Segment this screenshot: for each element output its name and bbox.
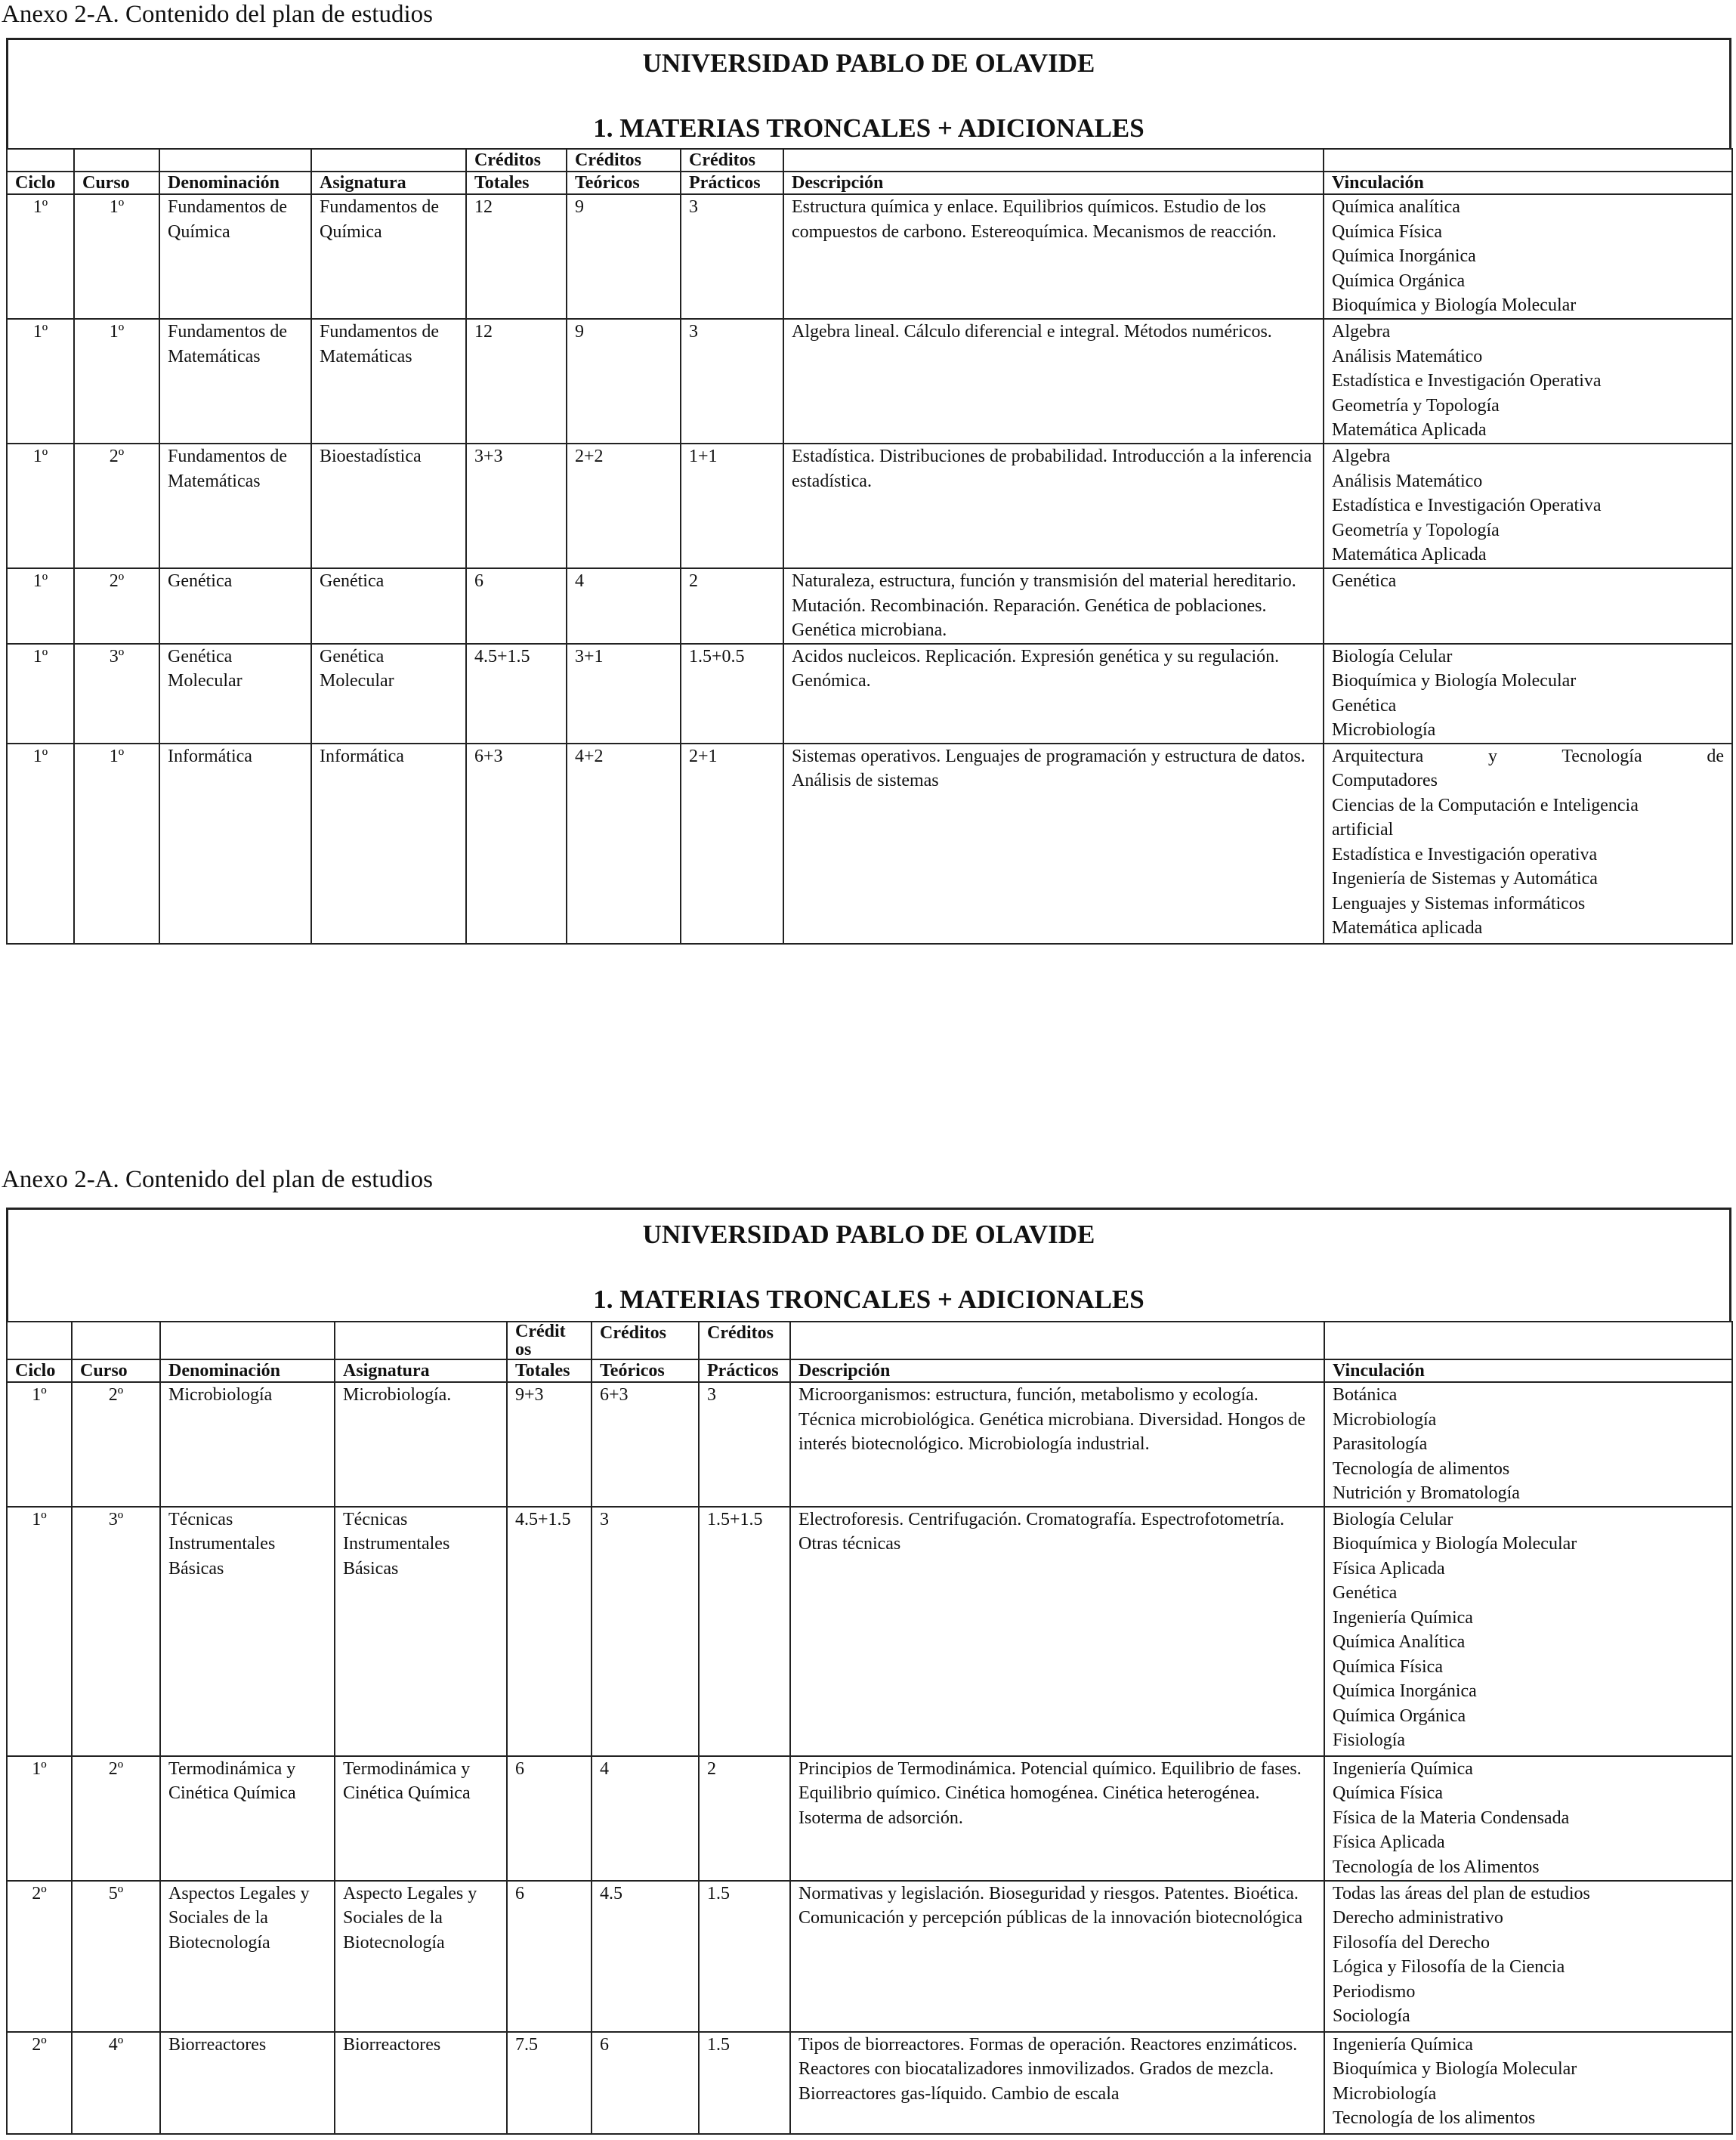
cell-asignatura: Técnicas Instrumentales Básicas bbox=[335, 1507, 507, 1756]
header-top-cell: Créditos bbox=[699, 1322, 790, 1359]
vinculacion-item: Genética bbox=[1333, 1583, 1398, 1603]
cell-practicos: 1.5 bbox=[699, 1881, 790, 2032]
vinculacion-item: Computadores bbox=[1332, 771, 1438, 790]
column-header-denominacion: Denominación bbox=[159, 172, 311, 194]
vinculacion-item: Tecnología de los alimentos bbox=[1333, 2108, 1536, 2128]
vinculacion-item: Ingeniería de Sistemas y Automática bbox=[1332, 869, 1598, 889]
vinculacion-item: Estadística e Investigación Operativa bbox=[1332, 371, 1602, 391]
column-header-ciclo: Ciclo bbox=[7, 1359, 72, 1382]
header-top-cell bbox=[311, 149, 466, 172]
cell-totales: 4.5+1.5 bbox=[466, 644, 567, 744]
vinculacion-item: Tecnología de alimentos bbox=[1333, 1458, 1510, 1479]
vinculacion-item: Química Física bbox=[1333, 1783, 1443, 1803]
vinculacion-item: Algebra bbox=[1332, 447, 1391, 466]
column-header-vinculacion: Vinculación bbox=[1324, 172, 1732, 194]
cell-totales: 4.5+1.5 bbox=[507, 1507, 592, 1756]
vinculacion-item: Nutrición y Bromatología bbox=[1333, 1483, 1520, 1503]
page-caption: Anexo 2-A. Contenido del plan de estudios bbox=[2, 1166, 433, 1193]
cell-totales: 6 bbox=[507, 1756, 592, 1881]
cell-denominacion: Aspectos Legales y Sociales de la Biotecnología bbox=[160, 1881, 335, 2032]
cell-denominacion: Genética Molecular bbox=[159, 644, 311, 744]
vinculacion-item: Física de la Materia Condensada bbox=[1333, 1808, 1570, 1828]
vinculacion-item: Lenguajes y Sistemas informáticos bbox=[1332, 893, 1586, 914]
cell-ciclo: 1º bbox=[7, 194, 74, 319]
cell-totales: 9+3 bbox=[507, 1382, 592, 1507]
cell-denominacion: Biorreactores bbox=[160, 2032, 335, 2134]
vinculacion-item: Periodismo bbox=[1333, 1981, 1416, 2002]
cell-curso: 2º bbox=[74, 444, 159, 568]
cell-denominacion: Microbiología bbox=[160, 1382, 335, 1507]
cell-totales: 6 bbox=[507, 1881, 592, 2032]
vinculacion-item: Matemática aplicada bbox=[1332, 918, 1483, 938]
cell-practicos: 3 bbox=[681, 319, 783, 444]
table-row bbox=[7, 1507, 1732, 1756]
cell-curso: 2º bbox=[72, 1382, 160, 1507]
cell-asignatura: Informática bbox=[311, 744, 466, 944]
header-top-cell bbox=[1324, 149, 1732, 172]
cell-ciclo: 1º bbox=[7, 1382, 72, 1507]
column-header-teoricos: Teóricos bbox=[567, 172, 681, 194]
table-row bbox=[7, 194, 1732, 319]
vinculacion-item: Arquitectura y Tecnología de bbox=[1332, 746, 1724, 766]
cell-denominacion: Informática bbox=[159, 744, 311, 944]
vinculacion-item: Derecho administrativo bbox=[1333, 1908, 1503, 1928]
cell-practicos: 1.5+0.5 bbox=[681, 644, 783, 744]
cell-totales: 7.5 bbox=[507, 2032, 592, 2134]
vinculacion-item: Análisis Matemático bbox=[1332, 471, 1483, 491]
column-header-practicos: Prácticos bbox=[681, 172, 783, 194]
cell-practicos: 1+1 bbox=[681, 444, 783, 568]
cell-asignatura: Termodinámica y Cinética Química bbox=[335, 1756, 507, 1881]
cell-ciclo: 1º bbox=[7, 568, 74, 644]
vinculacion-item: Microbiología bbox=[1333, 1409, 1437, 1430]
curriculum-sheet bbox=[6, 38, 1731, 945]
cell-vinculacion bbox=[1324, 2032, 1732, 2134]
table-row bbox=[7, 1756, 1732, 1881]
cell-teoricos: 4.5 bbox=[592, 1881, 699, 2032]
vinculacion-item: Estadística e Investigación operativa bbox=[1332, 844, 1598, 864]
cell-descripcion: Principios de Termodinámica. Potencial químico. Equilibrio de fases. Equilibrio químico. Cinética homogénea. Cinética heterogénea. Isoterma de adsorción. bbox=[790, 1756, 1324, 1881]
cell-ciclo: 2º bbox=[7, 2032, 72, 2134]
cell-denominacion: Fundamentos de Matemáticas bbox=[159, 319, 311, 444]
university-title: UNIVERSIDAD PABLO DE OLAVIDE bbox=[642, 1220, 1095, 1249]
cell-totales: 12 bbox=[466, 194, 567, 319]
table-row bbox=[7, 319, 1732, 444]
cell-vinculacion bbox=[1324, 444, 1732, 568]
cell-curso: 1º bbox=[74, 194, 159, 319]
column-header-totales: Totales bbox=[466, 172, 567, 194]
vinculacion-item: Biología Celular bbox=[1332, 646, 1453, 666]
vinculacion-item: Estadística e Investigación Operativa bbox=[1332, 496, 1602, 515]
header-row-top bbox=[7, 1322, 1732, 1359]
vinculacion-item: Química Física bbox=[1332, 221, 1442, 242]
section-subtitle: 1. MATERIAS TRONCALES + ADICIONALES bbox=[593, 113, 1144, 143]
header-top-cell bbox=[7, 1322, 72, 1359]
cell-ciclo: 1º bbox=[7, 319, 74, 444]
cell-vinculacion bbox=[1324, 319, 1732, 444]
vinculacion-item: Química Inorgánica bbox=[1332, 246, 1476, 266]
table-row bbox=[7, 644, 1732, 744]
vinculacion-item: Ciencias de la Computación e Inteligencia bbox=[1332, 795, 1639, 815]
vinculacion-item: Botánica bbox=[1333, 1385, 1398, 1405]
cell-vinculacion bbox=[1324, 644, 1732, 744]
cell-ciclo: 1º bbox=[7, 1756, 72, 1881]
cell-practicos: 2 bbox=[681, 568, 783, 644]
cell-vinculacion bbox=[1324, 194, 1732, 319]
header-top-cell bbox=[335, 1322, 507, 1359]
header-top-cell bbox=[783, 149, 1324, 172]
vinculacion-item: Lógica y Filosofía de la Ciencia bbox=[1333, 1957, 1565, 1977]
cell-asignatura: Fundamentos de Matemáticas bbox=[311, 319, 466, 444]
cell-curso: 1º bbox=[74, 744, 159, 944]
cell-ciclo: 1º bbox=[7, 644, 74, 744]
vinculacion-item: Ingeniería Química bbox=[1333, 1758, 1473, 1779]
header-row bbox=[7, 1359, 1732, 1382]
cell-teoricos: 4 bbox=[567, 568, 681, 644]
vinculacion-item: Genética bbox=[1332, 695, 1397, 716]
cell-curso: 5º bbox=[72, 1881, 160, 2032]
cell-practicos: 1.5 bbox=[699, 2032, 790, 2134]
cell-curso: 2º bbox=[72, 1756, 160, 1881]
table-row bbox=[7, 2032, 1732, 2134]
vinculacion-item: Bioquímica y Biología Molecular bbox=[1333, 1534, 1577, 1554]
header-top-cell: Crédit os bbox=[507, 1322, 592, 1359]
cell-teoricos: 3 bbox=[592, 1507, 699, 1756]
cell-descripcion: Algebra lineal. Cálculo diferencial e integral. Métodos numéricos. bbox=[783, 319, 1324, 444]
cell-denominacion: Genética bbox=[159, 568, 311, 644]
vinculacion-item: Microbiología bbox=[1333, 2083, 1437, 2104]
column-header-practicos: Prácticos bbox=[699, 1359, 790, 1382]
vinculacion-item: Física Aplicada bbox=[1333, 1558, 1445, 1579]
cell-teoricos: 4+2 bbox=[567, 744, 681, 944]
cell-curso: 3º bbox=[72, 1507, 160, 1756]
vinculacion-item: Química analítica bbox=[1332, 197, 1460, 217]
cell-vinculacion bbox=[1324, 1881, 1732, 2032]
vinculacion-item: Ingeniería Química bbox=[1333, 1607, 1473, 1628]
vinculacion-item: Química Inorgánica bbox=[1333, 1681, 1477, 1701]
header-top-cell: Créditos bbox=[592, 1322, 699, 1359]
table-row bbox=[7, 568, 1732, 644]
vinculacion-item: Geometría y Topología bbox=[1332, 395, 1500, 416]
curriculum-table bbox=[6, 1321, 1733, 2135]
vinculacion-item: Matemática Aplicada bbox=[1332, 420, 1487, 440]
cell-vinculacion bbox=[1324, 568, 1732, 644]
cell-descripcion: Normativas y legislación. Bioseguridad y riesgos. Patentes. Bioética. Comunicación y percepción públicas de la innovación biotecnológica bbox=[790, 1881, 1324, 2032]
cell-asignatura: Aspecto Legales y Sociales de la Biotecnología bbox=[335, 1881, 507, 2032]
cell-teoricos: 2+2 bbox=[567, 444, 681, 568]
cell-totales: 6 bbox=[466, 568, 567, 644]
column-header-asignatura: Asignatura bbox=[311, 172, 466, 194]
cell-practicos: 2+1 bbox=[681, 744, 783, 944]
header-top-cell bbox=[160, 1322, 335, 1359]
cell-totales: 6+3 bbox=[466, 744, 567, 944]
vinculacion-item: Sociología bbox=[1333, 2006, 1410, 2026]
vinculacion-item: Análisis Matemático bbox=[1332, 346, 1483, 366]
curriculum-sheet bbox=[6, 1208, 1731, 2135]
column-header-ciclo: Ciclo bbox=[7, 172, 74, 194]
vinculacion-item: Química Orgánica bbox=[1333, 1706, 1466, 1726]
vinculacion-item: Química Física bbox=[1333, 1656, 1443, 1677]
curriculum-table bbox=[6, 148, 1733, 945]
section-subtitle: 1. MATERIAS TRONCALES + ADICIONALES bbox=[593, 1285, 1144, 1314]
column-header-totales: Totales bbox=[507, 1359, 592, 1382]
cell-teoricos: 6+3 bbox=[592, 1382, 699, 1507]
header-top-cell: Créditos bbox=[466, 149, 567, 172]
cell-totales: 12 bbox=[466, 319, 567, 444]
cell-asignatura: Genética bbox=[311, 568, 466, 644]
header-top-cell: Créditos bbox=[681, 149, 783, 172]
column-header-curso: Curso bbox=[72, 1359, 160, 1382]
vinculacion-item: Fisiología bbox=[1333, 1730, 1406, 1750]
cell-vinculacion bbox=[1324, 744, 1732, 944]
header-top-cell bbox=[1324, 1322, 1732, 1359]
vinculacion-item: Tecnología de los Alimentos bbox=[1333, 1857, 1540, 1877]
cell-denominacion: Termodinámica y Cinética Química bbox=[160, 1756, 335, 1881]
vinculacion-item: Parasitología bbox=[1333, 1434, 1428, 1454]
vinculacion-item: Microbiología bbox=[1332, 720, 1436, 740]
cell-asignatura: Genética Molecular bbox=[311, 644, 466, 744]
cell-descripcion: Estructura química y enlace. Equilibrios químicos. Estudio de los compuestos de carbono. Estereoquímica. Mecanismos de reacción. bbox=[783, 194, 1324, 319]
vinculacion-item: Matemática Aplicada bbox=[1332, 545, 1487, 564]
column-header-denominacion: Denominación bbox=[160, 1359, 335, 1382]
cell-teoricos: 3+1 bbox=[567, 644, 681, 744]
header-top-cell bbox=[74, 149, 159, 172]
header-row bbox=[7, 172, 1732, 194]
vinculacion-item: Física Aplicada bbox=[1333, 1832, 1445, 1852]
cell-descripcion: Sistemas operativos. Lenguajes de programación y estructura de datos. Análisis de sistemas bbox=[783, 744, 1324, 944]
cell-descripcion: Estadística. Distribuciones de probabilidad. Introducción a la inferencia estadística. bbox=[783, 444, 1324, 568]
header-top-cell bbox=[790, 1322, 1324, 1359]
vinculacion-item: Química Analítica bbox=[1333, 1632, 1466, 1652]
cell-curso: 2º bbox=[74, 568, 159, 644]
column-header-asignatura: Asignatura bbox=[335, 1359, 507, 1382]
cell-practicos: 3 bbox=[681, 194, 783, 319]
vinculacion-item: Genética bbox=[1332, 571, 1397, 591]
header-top-cell: Créditos bbox=[567, 149, 681, 172]
cell-descripcion: Naturaleza, estructura, función y transmisión del material hereditario. Mutación. Recombinación. Reparación. Genética de poblaciones. Genética microbiana. bbox=[783, 568, 1324, 644]
vinculacion-item: artificial bbox=[1332, 820, 1394, 840]
cell-vinculacion bbox=[1324, 1756, 1732, 1881]
vinculacion-item: Filosofía del Derecho bbox=[1333, 1932, 1490, 1953]
column-header-vinculacion: Vinculación bbox=[1324, 1359, 1732, 1382]
header-row-top bbox=[7, 149, 1732, 172]
table-row bbox=[7, 444, 1732, 568]
vinculacion-item: Geometría y Topología bbox=[1332, 520, 1500, 540]
vinculacion-item: Química Orgánica bbox=[1332, 271, 1466, 291]
vinculacion-item: Ingeniería Química bbox=[1333, 2034, 1473, 2055]
university-title: UNIVERSIDAD PABLO DE OLAVIDE bbox=[642, 48, 1095, 78]
cell-asignatura: Bioestadística bbox=[311, 444, 466, 568]
sheet-banner bbox=[6, 1208, 1731, 1321]
table-row bbox=[7, 1382, 1732, 1507]
header-top-cell bbox=[72, 1322, 160, 1359]
cell-vinculacion bbox=[1324, 1382, 1732, 1507]
header-top-cell bbox=[7, 149, 74, 172]
cell-denominacion: Fundamentos de Matemáticas bbox=[159, 444, 311, 568]
cell-totales: 3+3 bbox=[466, 444, 567, 568]
cell-teoricos: 4 bbox=[592, 1756, 699, 1881]
cell-denominacion: Fundamentos de Química bbox=[159, 194, 311, 319]
cell-teoricos: 6 bbox=[592, 2032, 699, 2134]
table-row bbox=[7, 744, 1732, 944]
cell-curso: 4º bbox=[72, 2032, 160, 2134]
cell-practicos: 1.5+1.5 bbox=[699, 1507, 790, 1756]
cell-ciclo: 2º bbox=[7, 1881, 72, 2032]
cell-ciclo: 1º bbox=[7, 1507, 72, 1756]
cell-curso: 3º bbox=[74, 644, 159, 744]
vinculacion-item: Bioquímica y Biología Molecular bbox=[1332, 671, 1577, 691]
cell-descripcion: Microorganismos: estructura, función, metabolismo y ecología. Técnica microbiológica. Genética microbiana. Diversidad. Hongos de interés biotecnológico. Microbiología industrial. bbox=[790, 1382, 1324, 1507]
sheet-banner bbox=[6, 38, 1731, 148]
cell-practicos: 2 bbox=[699, 1756, 790, 1881]
cell-ciclo: 1º bbox=[7, 444, 74, 568]
header-top-cell bbox=[159, 149, 311, 172]
vinculacion-item: Bioquímica y Biología Molecular bbox=[1332, 295, 1577, 315]
cell-descripcion: Tipos de biorreactores. Formas de operación. Reactores enzimáticos. Reactores con biocatalizadores inmovilizados. Grados de mezcla. Biorreactores gas-líquido. Cambio de escala bbox=[790, 2032, 1324, 2134]
cell-vinculacion bbox=[1324, 1507, 1732, 1756]
cell-asignatura: Fundamentos de Química bbox=[311, 194, 466, 319]
cell-curso: 1º bbox=[74, 319, 159, 444]
cell-descripcion: Electroforesis. Centrifugación. Cromatografía. Espectrofotometría. Otras técnicas bbox=[790, 1507, 1324, 1756]
vinculacion-item: Bioquímica y Biología Molecular bbox=[1333, 2059, 1577, 2079]
table-row bbox=[7, 1881, 1732, 2032]
vinculacion-item: Biología Celular bbox=[1333, 1509, 1453, 1529]
column-header-teoricos: Teóricos bbox=[592, 1359, 699, 1382]
cell-teoricos: 9 bbox=[567, 194, 681, 319]
cell-practicos: 3 bbox=[699, 1382, 790, 1507]
vinculacion-item: Todas las áreas del plan de estudios bbox=[1333, 1883, 1590, 1903]
cell-asignatura: Microbiología. bbox=[335, 1382, 507, 1507]
cell-denominacion: Técnicas Instrumentales Básicas bbox=[160, 1507, 335, 1756]
cell-descripcion: Acidos nucleicos. Replicación. Expresión genética y su regulación. Genómica. bbox=[783, 644, 1324, 744]
column-header-curso: Curso bbox=[74, 172, 159, 194]
vinculacion-item: Algebra bbox=[1332, 322, 1391, 342]
column-header-descripcion: Descripción bbox=[790, 1359, 1324, 1382]
cell-asignatura: Biorreactores bbox=[335, 2032, 507, 2134]
page-caption: Anexo 2-A. Contenido del plan de estudios bbox=[2, 1, 433, 28]
cell-ciclo: 1º bbox=[7, 744, 74, 944]
cell-teoricos: 9 bbox=[567, 319, 681, 444]
column-header-descripcion: Descripción bbox=[783, 172, 1324, 194]
